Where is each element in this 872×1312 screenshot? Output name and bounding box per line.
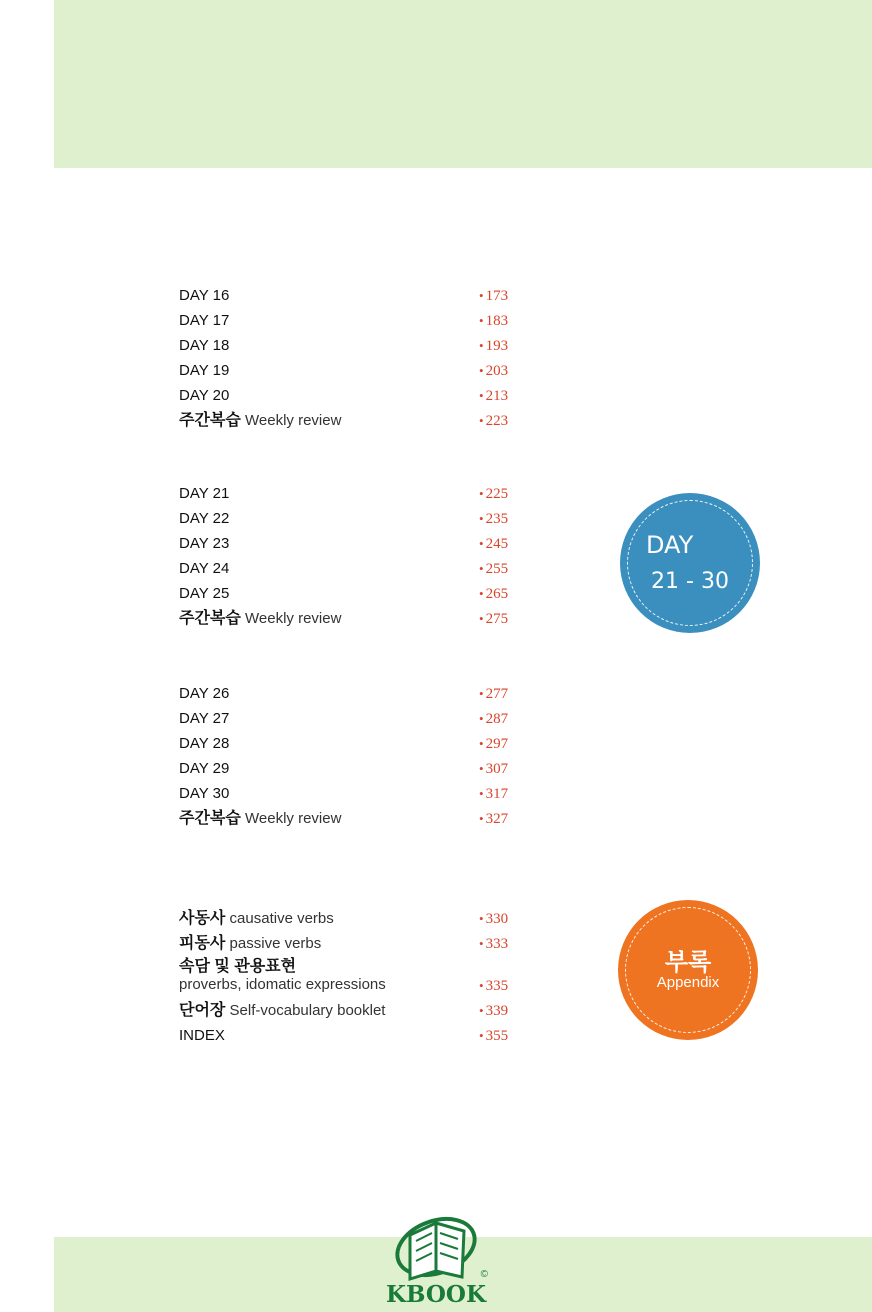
toc-label-en: causative verbs: [229, 910, 334, 927]
bullet-icon: •: [479, 1028, 484, 1043]
toc-row[interactable]: [179, 531, 539, 556]
toc-page-number: 297: [485, 736, 509, 752]
bullet-icon: •: [479, 1003, 484, 1018]
toc-row[interactable]: [179, 283, 539, 308]
logo-wordmark: KBOOK: [386, 1281, 486, 1308]
toc-page-number: 355: [485, 1028, 509, 1044]
toc-label: DAY 20: [179, 387, 230, 404]
header-band: [54, 0, 872, 168]
toc-page-number: 245: [485, 536, 509, 552]
toc-label-ko: 속담 및 관용표현: [179, 958, 297, 975]
toc-page-number: 275: [485, 611, 509, 627]
toc-page-number: 183: [485, 313, 509, 329]
toc-label: DAY 26: [179, 685, 230, 702]
toc-label: DAY 17: [179, 312, 230, 329]
bullet-icon: •: [479, 536, 484, 551]
toc-label: DAY 29: [179, 760, 230, 777]
bullet-icon: •: [479, 936, 484, 951]
toc-label: DAY 24: [179, 560, 230, 577]
toc-label-en: proverbs, idomatic expressions: [179, 976, 386, 993]
toc-label: DAY 28: [179, 735, 230, 752]
bullet-icon: •: [479, 611, 484, 626]
toc-label: DAY 19: [179, 362, 230, 379]
toc-row[interactable]: [179, 1023, 539, 1048]
bullet-icon: •: [479, 486, 484, 501]
badge-title: DAY: [646, 531, 694, 559]
toc-row[interactable]: [179, 556, 539, 581]
toc-page-number: 193: [485, 338, 509, 354]
toc-row[interactable]: [179, 333, 539, 358]
bullet-icon: •: [479, 911, 484, 926]
toc-row[interactable]: [179, 731, 539, 756]
toc-page-number: 330: [485, 911, 509, 927]
toc-label-ko: 주간복습: [179, 610, 241, 627]
toc-label-ko: 주간복습: [179, 810, 241, 827]
bullet-icon: •: [479, 686, 484, 701]
badge-title: 부록: [664, 949, 712, 976]
bullet-icon: •: [479, 561, 484, 576]
toc-group-appendix: [179, 906, 539, 1048]
bullet-icon: •: [479, 761, 484, 776]
toc-label-ko: 피동사: [179, 935, 226, 952]
toc-page-number: 307: [485, 761, 509, 777]
toc-label: DAY 21: [179, 485, 230, 502]
toc-label: DAY 23: [179, 535, 230, 552]
toc-row[interactable]: [179, 308, 539, 333]
toc-page-number: 203: [485, 363, 509, 379]
bullet-icon: •: [479, 338, 484, 353]
toc-row[interactable]: [179, 998, 539, 1023]
toc-label-ko: 사동사: [179, 910, 226, 927]
toc-label: DAY 25: [179, 585, 230, 602]
toc-group-3: [179, 681, 539, 831]
toc-row[interactable]: [179, 383, 539, 408]
day-range-badge: [620, 493, 760, 633]
dashed-ring: [627, 500, 753, 626]
bullet-icon: •: [479, 711, 484, 726]
badge-subtitle: 21 - 30: [651, 569, 729, 594]
toc-page-number: 287: [485, 711, 509, 727]
toc-row[interactable]: [179, 481, 539, 506]
toc-label: DAY 22: [179, 510, 230, 527]
bullet-icon: •: [479, 786, 484, 801]
kbook-logo: [380, 1205, 492, 1309]
toc-row[interactable]: [179, 358, 539, 383]
toc-row[interactable]: [179, 806, 539, 831]
toc-row[interactable]: [179, 906, 539, 931]
toc-group-1: [179, 283, 539, 433]
toc-row[interactable]: [179, 781, 539, 806]
toc-label: DAY 27: [179, 710, 230, 727]
toc-row[interactable]: [179, 756, 539, 781]
book-logo-icon: [380, 1205, 492, 1285]
bullet-icon: •: [479, 313, 484, 328]
bullet-icon: •: [479, 388, 484, 403]
toc-label-en: passive verbs: [229, 935, 322, 952]
toc-page-number: 277: [485, 686, 509, 702]
toc-page-number: 235: [485, 511, 509, 527]
toc-page-number: 317: [485, 786, 509, 802]
toc-row[interactable]: [179, 506, 539, 531]
toc-row[interactable]: [179, 606, 539, 631]
bullet-icon: •: [479, 413, 484, 428]
toc-page-number: 223: [485, 413, 509, 429]
toc-page-number: 255: [485, 561, 509, 577]
toc-row[interactable]: [179, 408, 539, 433]
bullet-icon: •: [479, 363, 484, 378]
toc-label-en: Weekly review: [245, 610, 342, 627]
toc-row[interactable]: [179, 956, 539, 998]
bullet-icon: •: [479, 586, 484, 601]
appendix-badge: [618, 900, 758, 1040]
bullet-icon: •: [479, 811, 484, 826]
toc-row[interactable]: [179, 581, 539, 606]
toc-label: DAY 16: [179, 287, 230, 304]
toc-page-number: 225: [485, 486, 509, 502]
toc-row[interactable]: [179, 706, 539, 731]
toc-label-ko: 주간복습: [179, 412, 241, 429]
toc-label: INDEX: [179, 1027, 225, 1044]
toc-label-ko: 단어장: [179, 1002, 226, 1019]
toc-row[interactable]: [179, 931, 539, 956]
toc-label: DAY 18: [179, 337, 230, 354]
bullet-icon: •: [479, 511, 484, 526]
bullet-icon: •: [479, 978, 484, 993]
toc-page-number: 173: [485, 288, 509, 304]
badge-subtitle: Appendix: [656, 974, 720, 991]
toc-label: DAY 30: [179, 785, 230, 802]
copyright-mark: ©: [480, 1269, 488, 1280]
toc-page-number: 265: [485, 586, 509, 602]
toc-group-2: [179, 481, 539, 631]
toc-page-number: 339: [485, 1003, 509, 1019]
toc-label-en: Weekly review: [245, 412, 342, 429]
toc-page-number: 333: [485, 936, 509, 952]
toc-row[interactable]: [179, 681, 539, 706]
bullet-icon: •: [479, 288, 484, 303]
toc-page-number: 213: [485, 388, 509, 404]
toc-page-number: 327: [485, 811, 509, 827]
toc-label-en: Self-vocabulary booklet: [229, 1002, 386, 1019]
bullet-icon: •: [479, 736, 484, 751]
toc-label-en: Weekly review: [245, 810, 342, 827]
toc-page-number: 335: [485, 978, 509, 994]
